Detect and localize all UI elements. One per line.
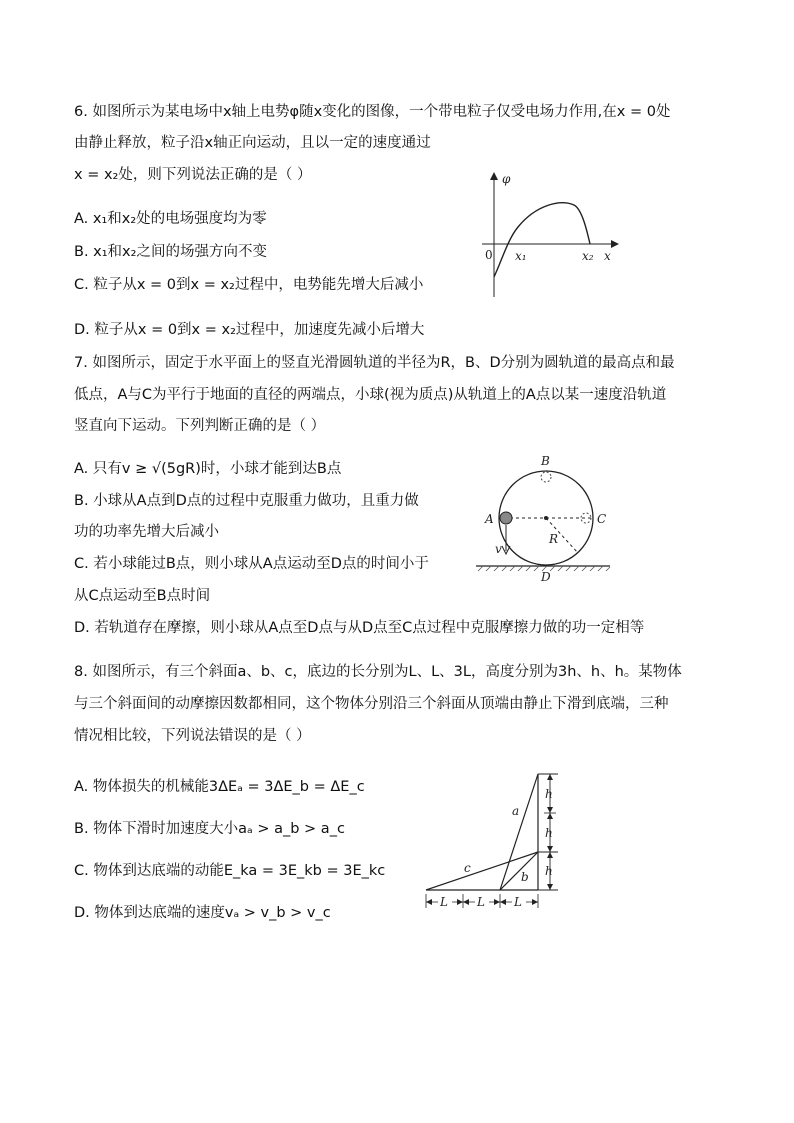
q8-label-b: b [521, 870, 529, 884]
q7-circular-track [470, 455, 615, 585]
q6-origin-label: 0 [485, 248, 493, 262]
q8-l-label-3: L [514, 895, 522, 909]
q7-label-d: D [541, 570, 551, 584]
q6-option-a: A. x₁和x₂处的电场强度均为零 [74, 211, 267, 227]
q7-center-dot [544, 516, 548, 520]
q7-stem-line1: 7. 如图所示，固定于水平面上的竖直光滑圆轨道的半径为R，B、D分别为圆轨道的最高点和最 [74, 355, 675, 371]
q7-label-r: R [549, 532, 559, 546]
q8-l-label-1: L [440, 895, 448, 909]
q8-label-c: c [464, 861, 471, 875]
q6-option-d: D. 粒子从x = 0到x = x₂过程中，加速度先减小后增大 [74, 322, 425, 338]
q6-option-b: B. x₁和x₂之间的场强方向不变 [74, 244, 267, 260]
q8-label-a: a [512, 804, 520, 818]
q6-stem-line1: 6. 如图所示为某电场中x轴上电势φ随x变化的图像，一个带电粒子仅受电场力作用,在x = 0处 [74, 104, 671, 120]
q6-phi-label: φ [502, 172, 511, 186]
q8-stem-line1: 8. 如图所示，有三个斜面a、b、c，底边的长分别为L、L、3L，高度分别为3h、h、h。某物体 [74, 664, 682, 680]
q7-option-c-line2: 从C点运动至B点时间 [74, 588, 211, 604]
q7-label-c: C [597, 512, 607, 526]
q8-option-c: C. 物体到达底端的动能E_ka = 3E_kb = 3E_kc [74, 863, 386, 879]
q6-option-c: C. 粒子从x = 0到x = x₂过程中，电势能先增大后减小 [74, 277, 424, 293]
q7-option-d: D. 若轨道存在摩擦，则小球从A点至D点与从D点至C点过程中克服摩擦力做的功一定相等 [74, 620, 645, 636]
q8-h-label-top: h [545, 787, 553, 801]
q8-inclines-figure [420, 770, 570, 915]
q6-stem-line3: x = x₂处，则下列说法正确的是（ ） [74, 167, 312, 183]
q7-label-b: B [541, 454, 550, 468]
q8-option-d: D. 物体到达底端的速度vₐ > v_b > v_c [74, 905, 331, 921]
q8-h-label-bot: h [545, 864, 553, 878]
q7-option-b-line1: B. 小球从A点到D点的过程中克服重力做功，且重力做 [74, 493, 419, 509]
q7-option-b-line2: 功的功率先增大后减小 [74, 524, 219, 540]
q6-potential-graph [470, 165, 620, 300]
q8-option-b: B. 物体下滑时加速度大小aₐ > a_b > a_c [74, 821, 345, 837]
q6-x1-label: x₁ [515, 249, 527, 263]
q8-stem-line2: 与三个斜面间的动摩擦因数都相同，这个物体分别沿三个斜面从顶端由静止下滑到底端，三种 [74, 696, 669, 712]
q7-ball-at-b-dashed [541, 472, 551, 482]
q7-stem-line3: 竖直向下运动。下列判断正确的是（ ） [74, 418, 326, 434]
q8-stem-line3: 情况相比较，下列说法错误的是（ ） [74, 728, 311, 744]
q8-l-label-2: L [477, 895, 485, 909]
q7-ball-at-a [500, 512, 512, 524]
q8-incline-a [500, 774, 538, 890]
q7-option-c-line1: C. 若小球能过B点，则小球从A点运动至D点的时间小于 [74, 556, 429, 572]
q7-option-a: A. 只有v ≥ √(5gR)时，小球才能到达B点 [74, 461, 342, 477]
q8-h-label-mid: h [545, 826, 553, 840]
q6-x-label: x [604, 249, 611, 263]
q7-label-a: A [485, 512, 494, 526]
q7-stem-line2: 低点，A与C为平行于地面的直径的两端点，小球(视为质点)从轨道上的A点以某一速度沿轨道 [74, 387, 667, 403]
q7-label-v: v [495, 542, 502, 556]
q6-potential-curve [494, 203, 590, 277]
q8-option-a: A. 物体损失的机械能3ΔEₐ = 3ΔE_b = ΔE_c [74, 779, 365, 795]
q6-stem-line2: 由静止释放，粒子沿x轴正向运动，且以一定的速度通过 [74, 135, 431, 151]
q6-x2-label: x₂ [582, 249, 594, 263]
